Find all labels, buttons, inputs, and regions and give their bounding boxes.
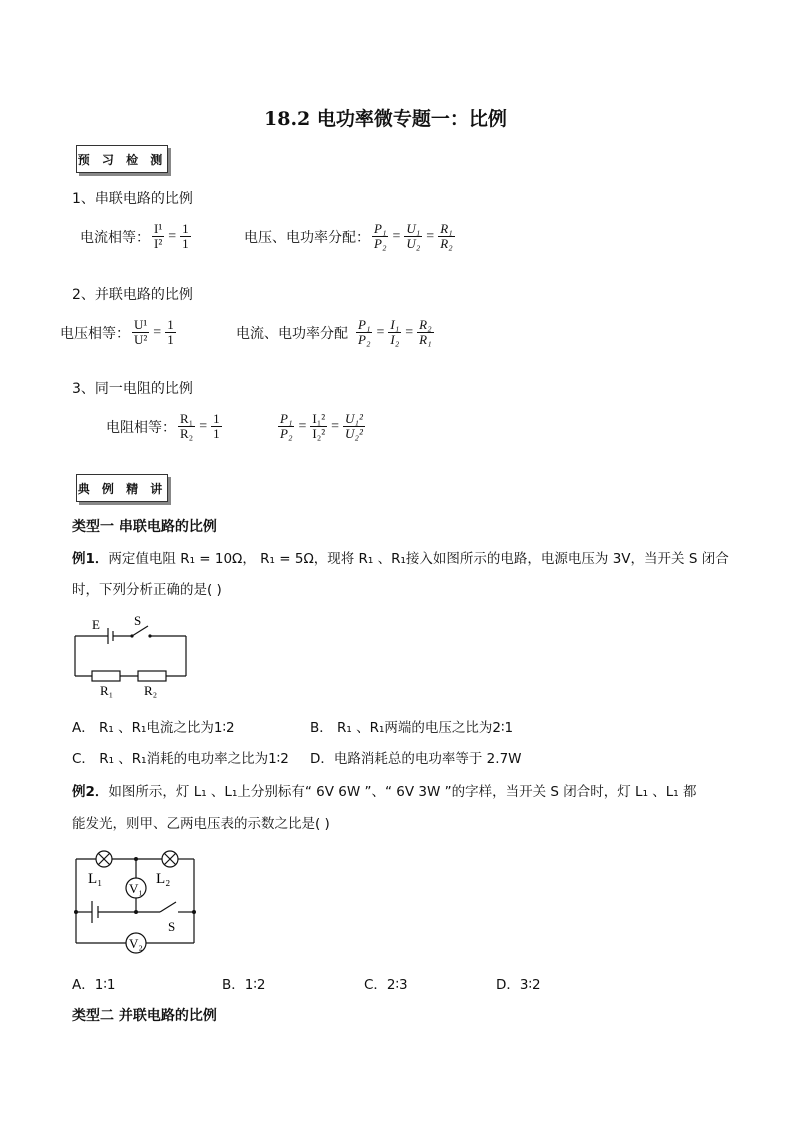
example-1-option-a[interactable]: A． R₁ 、R₁电流之比为1∶2 — [72, 720, 235, 736]
section-header-examples: 典 例 精 讲 — [76, 474, 168, 502]
label-l2: L₂ — [156, 871, 171, 887]
page-title: 18.2 电功率微专题一：比例 — [264, 108, 507, 130]
fraction: $\frac{\text{P₁}}{\text{P₂}}$ — [374, 221, 387, 252]
parallel-distribution-label: 电流、电功率分配 — [236, 325, 348, 342]
fraction: $\frac{\text{P₁}}{\text{P₂}}$ — [358, 317, 371, 348]
series-current-formula: 电流相等： $\frac{\text{I¹}}{\text{I²}}$ = $\frac{1}{1}$ — [80, 221, 189, 252]
label-s: S — [168, 919, 176, 934]
series-current-label: 电流相等： — [80, 229, 150, 246]
resistor-r1 — [92, 671, 120, 681]
parallel-distribution-formula: 电流、电功率分配 $\frac{\text{P₁}}{\text{P₂}}$ = $\frac{\text{I₁}}{\text{I₂}}$ = $\frac{\text{R₂}}{\text{R₁}}$ — [236, 317, 432, 348]
label-e: E — [92, 617, 100, 632]
same-resistor-ratio-formula: $\frac{\text{P₁}}{\text{P₂}}$ = $\frac{\text{I₁²}}{\text{I₂²}}$ = $\frac{\text{U₁²}}{\text{U₂²}}$ — [280, 411, 363, 442]
fraction: $\frac{\text{U₁²}}{\text{U₂²}}$ — [345, 411, 363, 442]
parallel-voltage-formula: 电压相等： $\frac{\text{U¹}}{\text{U²}}$ = $\frac{1}{1}$ — [60, 317, 174, 348]
type-1-heading: 类型一 串联电路的比例 — [72, 519, 217, 535]
same-resistor-formula: 电阻相等： $\frac{\text{R₁}}{\text{R₂}}$ = $\frac{1}{1}$ — [106, 411, 220, 442]
resistor-r2 — [138, 671, 166, 681]
fraction: $\frac{\text{R₁}}{\text{R₂}}$ — [440, 221, 453, 252]
same-resistor-label: 电阻相等： — [106, 419, 176, 436]
example-1-label: 例1． — [72, 551, 109, 567]
fraction: $\frac{1}{1}$ — [182, 221, 189, 252]
fraction: $\frac{1}{1}$ — [213, 411, 220, 442]
section-header-preview: 预 习 检 测 — [76, 145, 168, 173]
example-1-option-c[interactable]: C． R₁ 、R₁消耗的电功率之比为1∶2 — [72, 751, 289, 767]
example-2-line1: 如图所示，灯 L₁ 、L₁上分别标有“ 6V 6W ”、“ 6V 3W ”的字样，当开关 S 闭合时，灯 L₁ 、L₁ 都 — [108, 784, 697, 800]
parallel-voltage-label: 电压相等： — [60, 325, 130, 342]
example-1-line1: 两定值电阻 R₁ = 10Ω， R₁ = 5Ω，现将 R₁ 、R₁接入如图所示的电路，电源电压为 3V，当开关 S 闭合 — [108, 551, 729, 567]
section-2-heading: 2、并联电路的比例 — [72, 287, 193, 303]
series-distribution-label: 电压、电功率分配： — [244, 229, 370, 246]
label-r2: R₂ — [144, 683, 158, 698]
example-1-text — [72, 547, 729, 567]
series-distribution-formula: 电压、电功率分配： $\frac{\text{P₁}}{\text{P₂}}$ = $\frac{\text{U₁}}{\text{U₂}}$ = $\frac{\text{R₁}}{\text{R₂}}$ — [244, 221, 453, 252]
fraction: $\frac{\text{P₁}}{\text{P₂}}$ — [280, 411, 293, 442]
example-1-line2: 时，下列分析正确的是( ) — [72, 582, 222, 598]
circuit-diagram-1 — [70, 614, 194, 700]
fraction: $\frac{\text{I¹}}{\text{I²}}$ — [154, 221, 163, 252]
example-2-text — [72, 780, 697, 800]
section-1-heading: 1、串联电路的比例 — [72, 191, 193, 207]
label-v2: V₂ — [129, 936, 143, 951]
fraction: $\frac{\text{R₁}}{\text{R₂}}$ — [180, 411, 194, 442]
fraction: $\frac{1}{1}$ — [167, 317, 174, 348]
example-2-option-b[interactable]: B．1∶2 — [222, 977, 266, 993]
type-2-heading: 类型二 并联电路的比例 — [72, 1008, 217, 1024]
example-2-option-d[interactable]: D．3∶2 — [496, 977, 541, 993]
circuit-diagram-2 — [70, 845, 200, 955]
label-r1: R₁ — [100, 683, 114, 698]
example-2-option-a[interactable]: A．1∶1 — [72, 977, 116, 993]
label-s: S — [134, 614, 142, 628]
example-1-option-d[interactable]: D．电路消耗总的电功率等于 2.7W — [310, 751, 522, 767]
label-l1: L₁ — [88, 871, 103, 887]
fraction: $\frac{\text{U₁}}{\text{U₂}}$ — [406, 221, 421, 252]
section-3-heading: 3、同一电阻的比例 — [72, 381, 193, 397]
label-v1: V₁ — [129, 881, 143, 896]
example-1-option-b[interactable]: B． R₁ 、R₁两端的电压之比为2∶1 — [310, 720, 514, 736]
fraction: $\frac{\text{I₁²}}{\text{I₂²}}$ — [312, 411, 326, 442]
fraction: $\frac{\text{I₁}}{\text{I₂}}$ — [390, 317, 400, 348]
switch-blade — [160, 902, 176, 912]
example-2-option-c[interactable]: C．2∶3 — [364, 977, 408, 993]
fraction: $\frac{\text{U¹}}{\text{U²}}$ — [134, 317, 148, 348]
example-2-line2: 能发光，则甲、乙两电压表的示数之比是( ) — [72, 816, 330, 832]
fraction: $\frac{\text{R₂}}{\text{R₁}}$ — [419, 317, 432, 348]
example-2-label: 例2． — [72, 784, 109, 800]
